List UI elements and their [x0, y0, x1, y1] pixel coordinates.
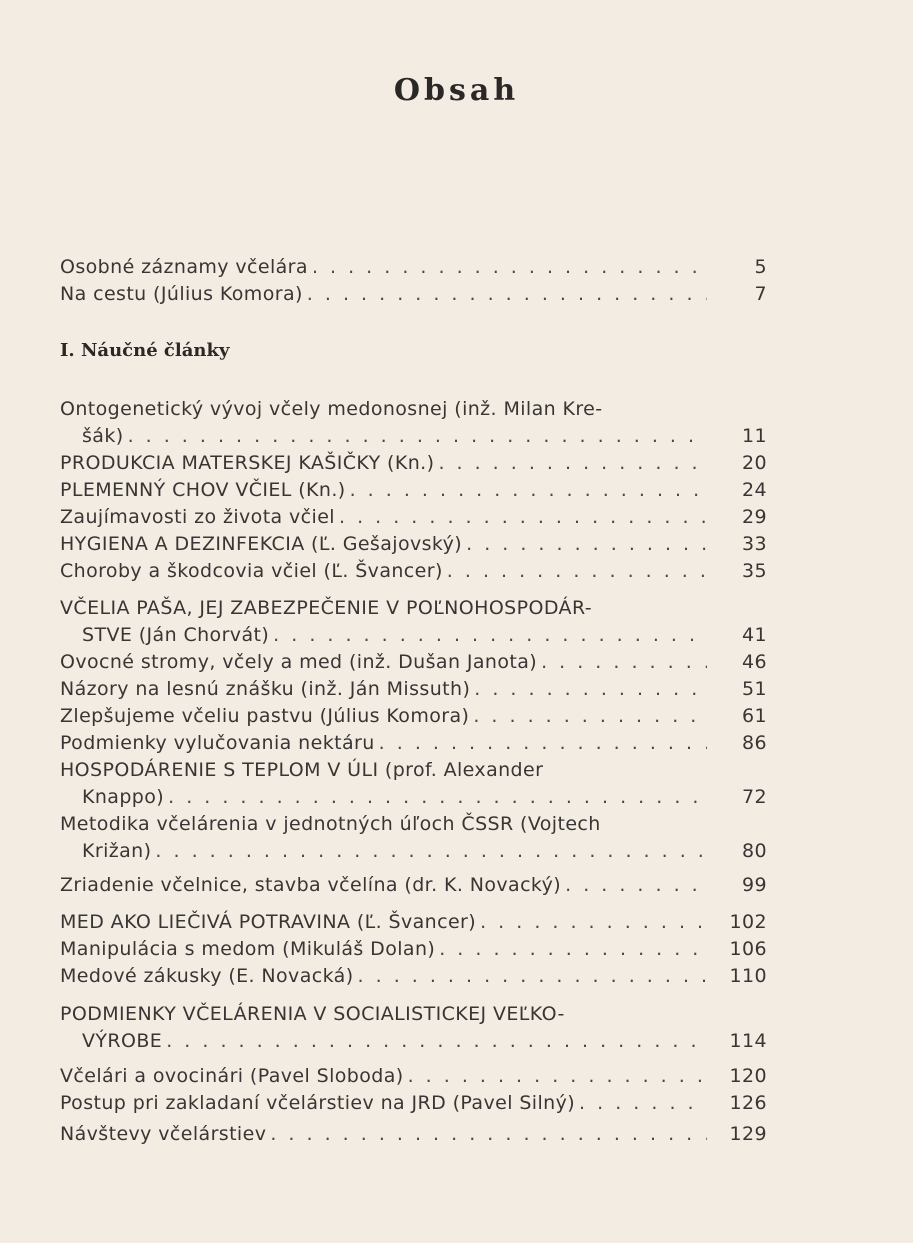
entry-page: 106: [729, 938, 767, 960]
entry-page: 7: [754, 283, 767, 305]
toc-entry: [60, 504, 767, 531]
entry-page: 99: [742, 874, 767, 896]
leader-dots: [124, 423, 707, 450]
toc-entry: [60, 450, 767, 477]
toc-entry: [60, 703, 767, 730]
entry-page: 33: [742, 533, 767, 555]
entry-title: Osobné záznamy včelára: [60, 256, 308, 278]
toc-entry: [60, 963, 767, 990]
leader-dots: [335, 504, 707, 531]
entry-title-line2: šák): [82, 425, 124, 447]
entry-title: Včelári a ovocinári (Pavel Sloboda): [60, 1065, 404, 1087]
toc-entry: [60, 558, 767, 585]
leader-dots: [561, 872, 707, 899]
entry-title: PLEMENNÝ CHOV VČIEL (Kn.): [60, 479, 346, 501]
leader-dots: [537, 649, 707, 676]
entry-title: Choroby a škodcovia včiel (Ľ. Švancer): [60, 560, 443, 582]
toc-entry: [60, 649, 767, 676]
toc-entry: [60, 872, 767, 899]
entry-page: 51: [742, 678, 767, 700]
entry-page: 120: [729, 1065, 767, 1087]
entry-page: 20: [742, 452, 767, 474]
entry-title-line1: Ontogenetický vývoj včely medonosnej (inž. Milan Kre-: [60, 398, 603, 420]
toc-entry: [60, 811, 767, 865]
entry-page: 5: [754, 256, 767, 278]
entry-page: 86: [742, 732, 767, 754]
entry-title: Názory na lesnú znášku (inž. Ján Missuth): [60, 678, 471, 700]
entry-title: Podmienky vylučovania nektáru: [60, 732, 375, 754]
entry-page: 11: [742, 425, 767, 447]
toc-entry: [60, 676, 767, 703]
entry-title-line2: VÝROBE: [82, 1030, 163, 1052]
entry-title: Manipulácia s medom (Mikuláš Dolan): [60, 938, 436, 960]
entry-page: 72: [742, 786, 767, 808]
entry-title: Zlepšujeme včeliu pastvu (Július Komora): [60, 705, 470, 727]
entry-page: 35: [742, 560, 767, 582]
toc-entry: [60, 936, 767, 963]
toc-entry: [60, 595, 767, 649]
entry-page: 61: [742, 705, 767, 727]
leader-dots: [308, 254, 707, 281]
entry-title: Zriadenie včelnice, stavba včelína (dr. K. Novacký): [60, 874, 562, 896]
entry-title: Zaujímavosti zo života včiel: [60, 506, 335, 528]
entry-title-line1: HOSPODÁRENIE S TEPLOM V ÚLI (prof. Alexander: [60, 759, 544, 781]
leader-dots: [303, 281, 707, 308]
entry-page: 29: [742, 506, 767, 528]
leader-dots: [476, 909, 707, 936]
entry-title-line2: Knappo): [82, 786, 165, 808]
toc-entry: [60, 757, 767, 811]
entry-title: Postup pri zakladaní včelárstiev na JRD (Pavel Silný): [60, 1092, 576, 1114]
toc-entry: [60, 477, 767, 504]
leader-dots: [162, 1028, 707, 1055]
toc-entry: [60, 1121, 767, 1148]
entry-title: Medové zákusky (E. Novacká): [60, 965, 354, 987]
leader-dots: [375, 730, 707, 757]
toc-entry: [60, 1063, 767, 1090]
toc-entry: [60, 1090, 767, 1117]
entry-title: Ovocné stromy, včely a med (inž. Dušan Janota): [60, 651, 538, 673]
entry-title: Na cestu (Július Komora): [60, 283, 303, 305]
entry-page: 24: [742, 479, 767, 501]
entry-title: PRODUKCIA MATERSKEJ KAŠIČKY (Kn.): [60, 452, 435, 474]
toc-entry: [60, 1001, 767, 1055]
section-heading: I. Náučné články: [60, 340, 230, 361]
page-title: Obsah: [393, 73, 520, 108]
toc-entry: [60, 254, 767, 281]
toc-entry: [60, 909, 767, 936]
leader-dots: [435, 936, 707, 963]
entry-page: 126: [729, 1092, 767, 1114]
entry-title: HYGIENA A DEZINFEKCIA (Ľ. Gešajovský): [60, 533, 463, 555]
leader-dots: [404, 1063, 707, 1090]
entry-title: MED AKO LIEČIVÁ POTRAVINA (Ľ. Švancer): [60, 911, 477, 933]
toc-entry: [60, 281, 767, 308]
leader-dots: [575, 1090, 707, 1117]
leader-dots: [469, 703, 707, 730]
leader-dots: [434, 450, 707, 477]
entry-title: Návštevy včelárstiev: [60, 1123, 267, 1145]
leader-dots: [151, 838, 707, 865]
leader-dots: [470, 676, 707, 703]
leader-dots: [354, 963, 707, 990]
leader-dots: [443, 558, 707, 585]
entry-page: 102: [729, 911, 767, 933]
entry-page: 80: [742, 840, 767, 862]
toc-entry: [60, 396, 767, 450]
entry-title-line2: Križan): [82, 840, 152, 862]
entry-title-line2: STVE (Ján Chorvát): [82, 624, 270, 646]
leader-dots: [269, 622, 707, 649]
toc-entry: [60, 531, 767, 558]
leader-dots: [346, 477, 707, 504]
entry-page: 41: [742, 624, 767, 646]
entry-title-line1: VČELIA PAŠA, JEJ ZABEZPEČENIE V POĽNOHOSPODÁR-: [60, 597, 593, 619]
entry-title-line1: PODMIENKY VČELÁRENIA V SOCIALISTICKEJ VEĽKO-: [60, 1003, 565, 1025]
leader-dots: [266, 1121, 707, 1148]
toc-entry: [60, 730, 767, 757]
entry-page: 114: [729, 1030, 767, 1052]
entry-title-line1: Metodika včelárenia v jednotných úľoch ČSSR (Vojtech: [60, 813, 601, 835]
entry-page: 110: [729, 965, 767, 987]
entry-page: 129: [729, 1123, 767, 1145]
leader-dots: [164, 784, 707, 811]
leader-dots: [462, 531, 707, 558]
entry-page: 46: [742, 651, 767, 673]
